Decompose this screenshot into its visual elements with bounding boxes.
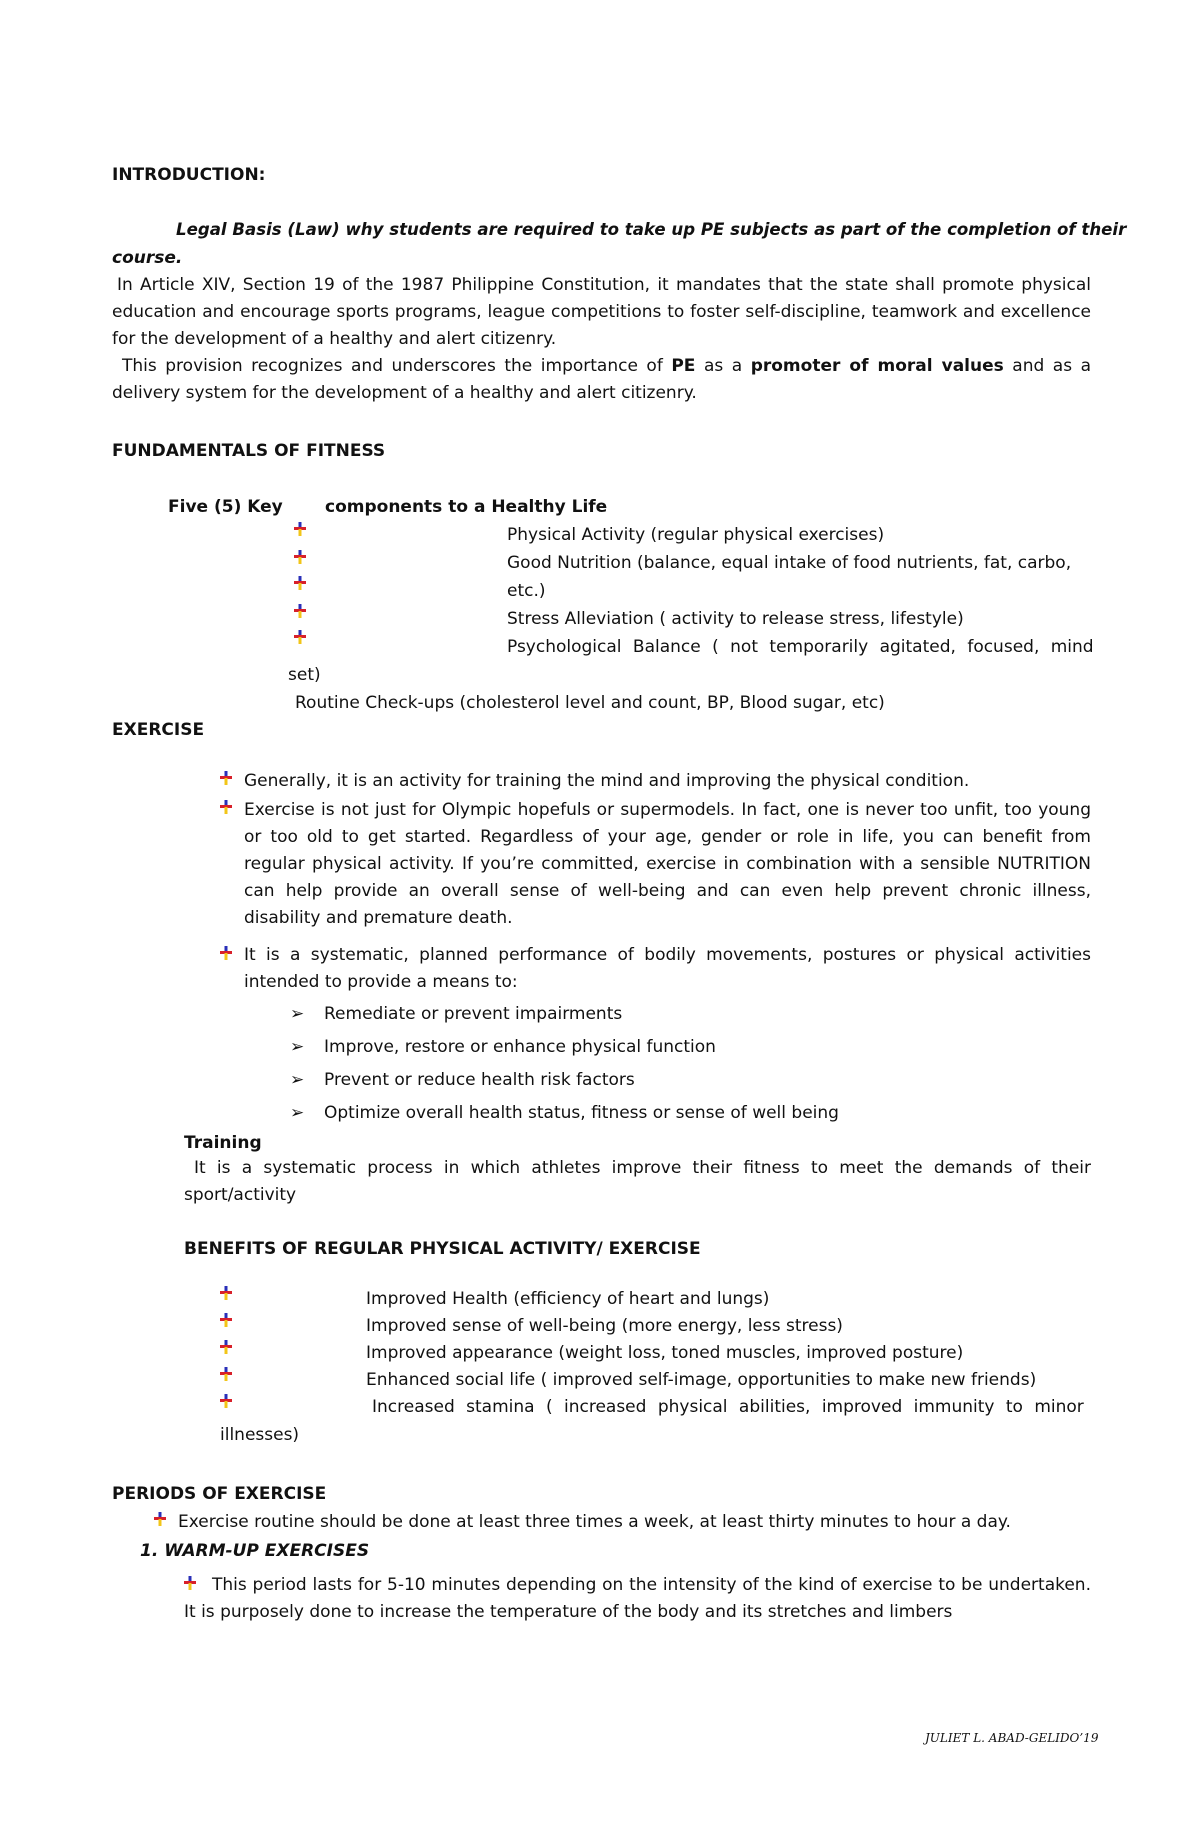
- benefit-item: Improved Health (efficiency of heart and lungs): [366, 1289, 770, 1309]
- exercise-heading: EXERCISE: [112, 720, 205, 740]
- exercise-bullet: Generally, it is an activity for training the mind and improving the physical condition.: [244, 771, 970, 791]
- exercise-subitem: Remediate or prevent impairments: [324, 1004, 623, 1024]
- benefit-item: Enhanced social life ( improved self-image, opportunities to make new friends): [366, 1370, 1037, 1390]
- fundamental-item: Good Nutrition (balance, equal intake of food nutrients, fat, carbo,: [507, 553, 1072, 573]
- plus-bullet-icon: [220, 1367, 232, 1381]
- plus-bullet-icon: [220, 946, 232, 960]
- fundamental-item: etc.): [507, 581, 546, 601]
- plus-bullet-icon: [220, 1394, 232, 1408]
- arrow-bullet-icon: ➢: [290, 1004, 305, 1024]
- exercise-subitem: Prevent or reduce health risk factors: [324, 1070, 635, 1090]
- plus-bullet-icon: [220, 771, 232, 785]
- training-heading: Training: [184, 1133, 262, 1153]
- benefit-item: illnesses): [220, 1425, 300, 1445]
- training-text: It is a systematic process in which athletes improve their fitness to meet the demands of their sport/activity: [184, 1158, 1091, 1205]
- plus-bullet-icon: [220, 1340, 232, 1354]
- benefits-heading: BENEFITS OF REGULAR PHYSICAL ACTIVITY/ EXERCISE: [184, 1239, 701, 1259]
- arrow-bullet-icon: ➢: [290, 1103, 305, 1123]
- plus-bullet-icon: [220, 1313, 232, 1327]
- warmup-text: This period lasts for 5-10 minutes depending on the intensity of the kind of exercise to be undertaken. It is purposely done to increase the temperature of the body and its stretches and limbers: [184, 1575, 1091, 1622]
- intro-heading: INTRODUCTION:: [112, 165, 266, 185]
- fundamental-item: set): [288, 665, 321, 685]
- periods-bullet: Exercise routine should be done at least three times a week, at least thirty minutes to hour a day.: [178, 1512, 1011, 1532]
- intro-paragraph-2: This provision recognizes and underscores the importance of PE as a promoter of moral values and as a delivery system for the development of a healthy and alert citizenry.: [112, 356, 1091, 403]
- fundamental-item: Routine Check-ups (cholesterol level and count, BP, Blood sugar, etc): [295, 693, 885, 713]
- plus-bullet-icon: [294, 604, 306, 618]
- plus-bullet-icon: [294, 576, 306, 590]
- plus-bullet-icon: [220, 1286, 232, 1300]
- plus-bullet-icon: [220, 800, 232, 814]
- warmup-heading: 1. WARM-UP EXERCISES: [140, 1541, 370, 1561]
- arrow-bullet-icon: ➢: [290, 1070, 305, 1090]
- plus-bullet-icon: [294, 522, 306, 536]
- fundamental-item: Psychological Balance ( not temporarily agitated, focused, mind: [507, 637, 1094, 657]
- exercise-bullet: Exercise is not just for Olympic hopefuls or supermodels. In fact, one is never too unfit, too young or too old to get started. Regardless of your age, gender or role in life, you can benefit from regular physical activity. If you’re committed, exercise in combination with a sensible NUTRITION can help provide an overall sense of well-being and can even help prevent chronic illness, disability and premature death.: [244, 800, 1091, 928]
- legal-basis-line1: Legal Basis (Law) why students are required to take up PE subjects as part of the completion of their: [176, 220, 1127, 239]
- five-key-label: Five (5) Key: [168, 497, 283, 517]
- exercise-bullet: It is a systematic, planned performance of bodily movements, postures or physical activities intended to provide a means to:: [244, 945, 1091, 992]
- components-label: components to a Healthy Life: [325, 497, 608, 517]
- fundamentals-heading: FUNDAMENTALS OF FITNESS: [112, 441, 386, 461]
- benefit-item: Improved appearance (weight loss, toned muscles, improved posture): [366, 1343, 964, 1363]
- exercise-subitem: Optimize overall health status, fitness or sense of well being: [324, 1103, 839, 1123]
- legal-basis-line2: course.: [112, 248, 183, 268]
- fundamental-item: Physical Activity (regular physical exercises): [507, 525, 885, 545]
- benefit-item: Improved sense of well-being (more energy, less stress): [366, 1316, 843, 1336]
- periods-heading: PERIODS OF EXERCISE: [112, 1484, 327, 1504]
- plus-bullet-icon: [294, 630, 306, 644]
- plus-bullet-icon: [294, 550, 306, 564]
- benefit-item: Increased stamina ( increased physical abilities, improved immunity to minor: [372, 1397, 1084, 1417]
- exercise-subitem: Improve, restore or enhance physical function: [324, 1037, 716, 1057]
- footer-author: JULIET L. ABAD-GELIDO’19: [925, 1731, 1099, 1745]
- arrow-bullet-icon: ➢: [290, 1037, 305, 1057]
- intro-paragraph-1: In Article XIV, Section 19 of the 1987 Philippine Constitution, it mandates that the state shall promote physical education and encourage sports programs, league competitions to foster self-discipline, teamwork and excellence for the development of a healthy and alert citizenry.: [112, 275, 1091, 349]
- plus-bullet-icon: [154, 1512, 166, 1526]
- fundamental-item: Stress Alleviation ( activity to release stress, lifestyle): [507, 609, 964, 629]
